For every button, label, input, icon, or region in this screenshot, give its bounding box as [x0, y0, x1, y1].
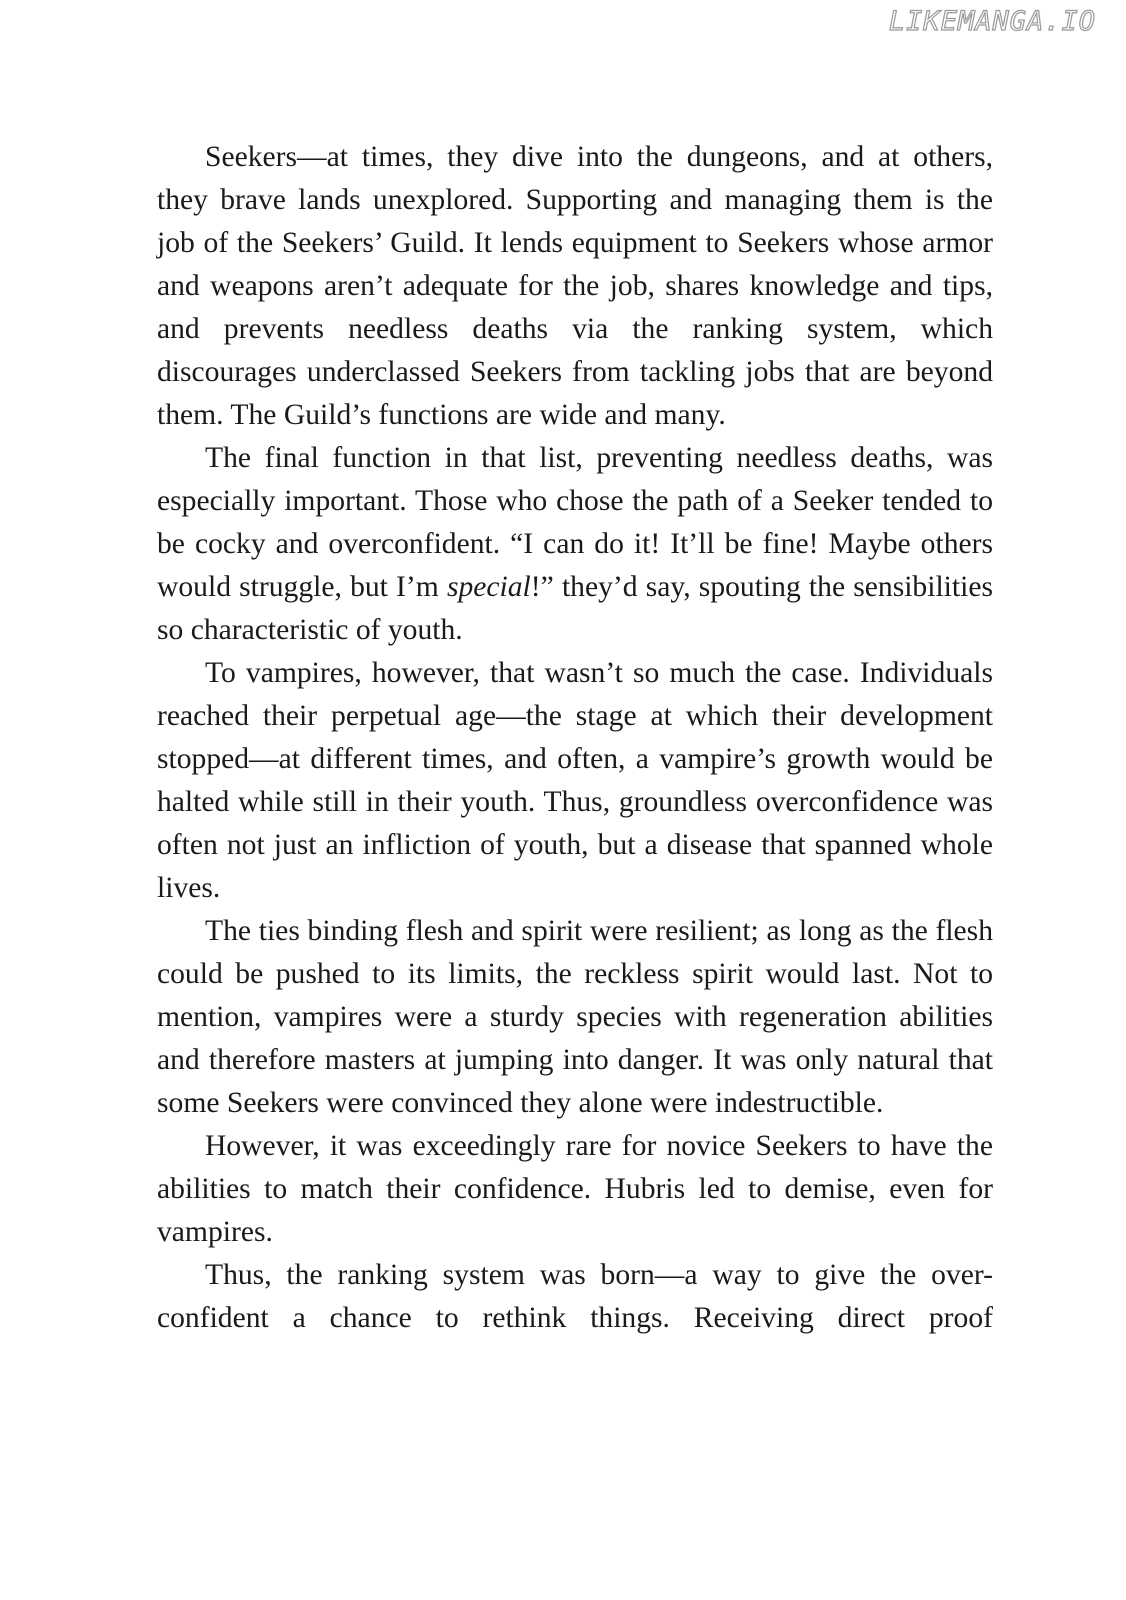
paragraph-3: To vampires, however, that wasn’t so much the case. Individuals reached their perpetual age—the stage at which their development stopped—at different times, and often, a vampire’s growth would be halted while still in their youth. Thus, groundless overconfidence was often not just an infliction of youth, but a disease that spanned whole lives.	[157, 657, 993, 904]
book-page-text	[157, 136, 993, 1340]
paragraph-2-part-a: The final function in that list, preventing needless deaths, was especially important. Those who chose the path of a Seeker tended to be cocky and overconfident. “I can do it! It’ll be fine! Maybe others would struggle, but I’m	[157, 442, 993, 603]
paragraph-6: Thus, the ranking system was born—a way to give the over-confident a chance to rethink things. Receiving direct proof	[157, 1259, 993, 1334]
paragraph-1: Seekers—at times, they dive into the dungeons, and at others, they brave lands unexplored. Supporting and managing them is the job of the Seekers’ Guild. It lends equipment to Seekers whose armor and weapons aren’t adequate for the job, shares knowledge and tips, and prevents needless deaths via the ranking system, which discourages underclassed Seekers from tackling jobs that are beyond them. The Guild’s functions are wide and many.	[157, 141, 993, 431]
site-watermark: LIKEMANGA.IO	[888, 6, 1096, 37]
paragraph-2-emphasis: special	[446, 571, 531, 603]
paragraph-2	[157, 437, 993, 652]
paragraph-4: The ties binding flesh and spirit were resilient; as long as the flesh could be pushed to its limits, the reckless spirit would last. Not to mention, vampires were a sturdy species with regeneration abilities and therefore masters at jumping into danger. It was only natural that some Seekers were convinced they alone were indestructible.	[157, 915, 993, 1119]
paragraph-2-part-b: !” they’d say, spouting the sensibilities so characteristic of youth.	[157, 571, 993, 646]
paragraph-5: However, it was exceedingly rare for novice Seekers to have the abilities to match their confidence. Hubris led to demise, even for vampires.	[157, 1130, 993, 1248]
